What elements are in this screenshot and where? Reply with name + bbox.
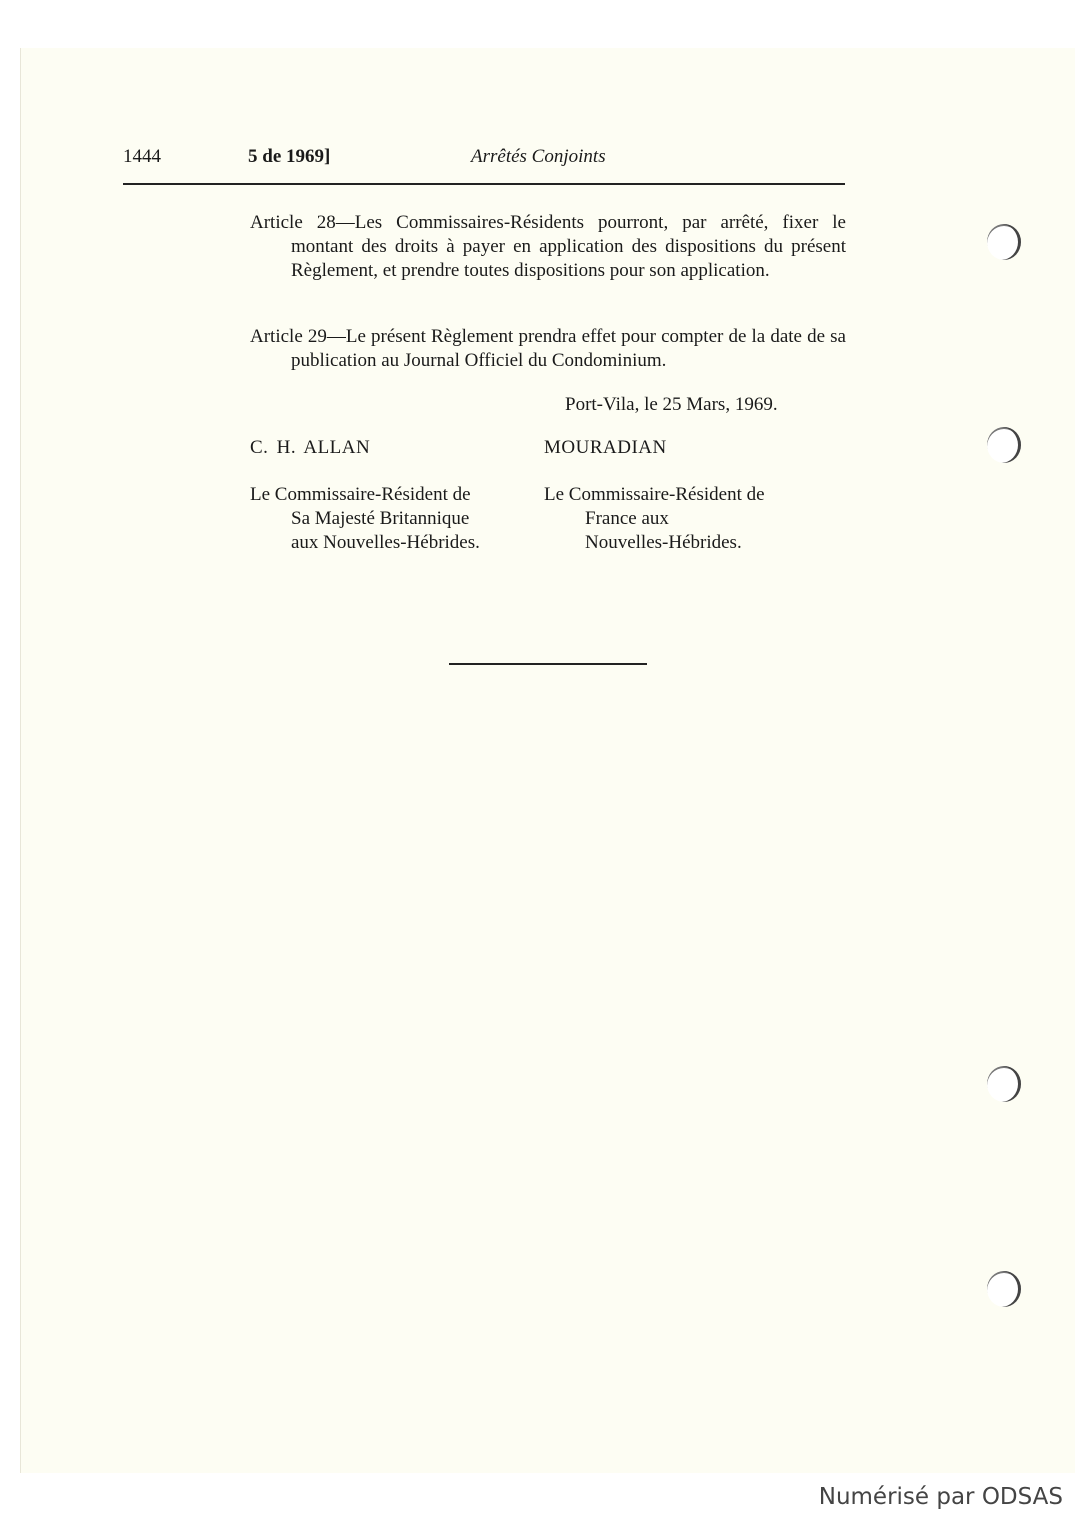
signatory-name-left: C. H. ALLAN — [250, 437, 371, 458]
title-line: aux Nouvelles-Hébrides. — [291, 532, 480, 553]
punch-hole — [987, 1066, 1021, 1102]
closing-rule — [449, 663, 647, 665]
article-28: Article 28—Les Commissaires-Résidents pourront, par arrêté, fixer le montant des droits à payer en application des dispositions du présent Règlement, et prendre toutes dispositions pour son application. — [250, 212, 846, 281]
title-line: Le Commissaire-Résident de — [250, 484, 471, 505]
title-line: Nouvelles-Hébrides. — [585, 532, 742, 553]
page-header — [123, 142, 845, 170]
running-title: Arrêtés Conjoints — [471, 146, 606, 167]
signatory-title-left — [250, 483, 480, 555]
article-29: Article 29—Le présent Règlement prendra effet pour compter de la date de sa publication au Journal Officiel du Condominium. — [250, 326, 846, 371]
title-line: Sa Majesté Britannique — [291, 508, 470, 529]
punch-hole — [987, 427, 1021, 463]
punch-hole — [987, 224, 1021, 260]
page-number: 1444 — [123, 146, 161, 167]
header-rule — [123, 183, 845, 185]
place-and-date: Port-Vila, le 25 Mars, 1969. — [565, 394, 778, 415]
signatory-title-right — [544, 483, 765, 555]
title-line: Le Commissaire-Résident de — [544, 484, 765, 505]
punch-hole — [987, 1271, 1021, 1307]
title-line: France aux — [585, 508, 669, 529]
signatory-name-right: MOURADIAN — [544, 437, 667, 458]
digitization-credit: Numérisé par ODSAS — [818, 1484, 1063, 1510]
issue-reference: 5 de 1969] — [248, 146, 331, 167]
